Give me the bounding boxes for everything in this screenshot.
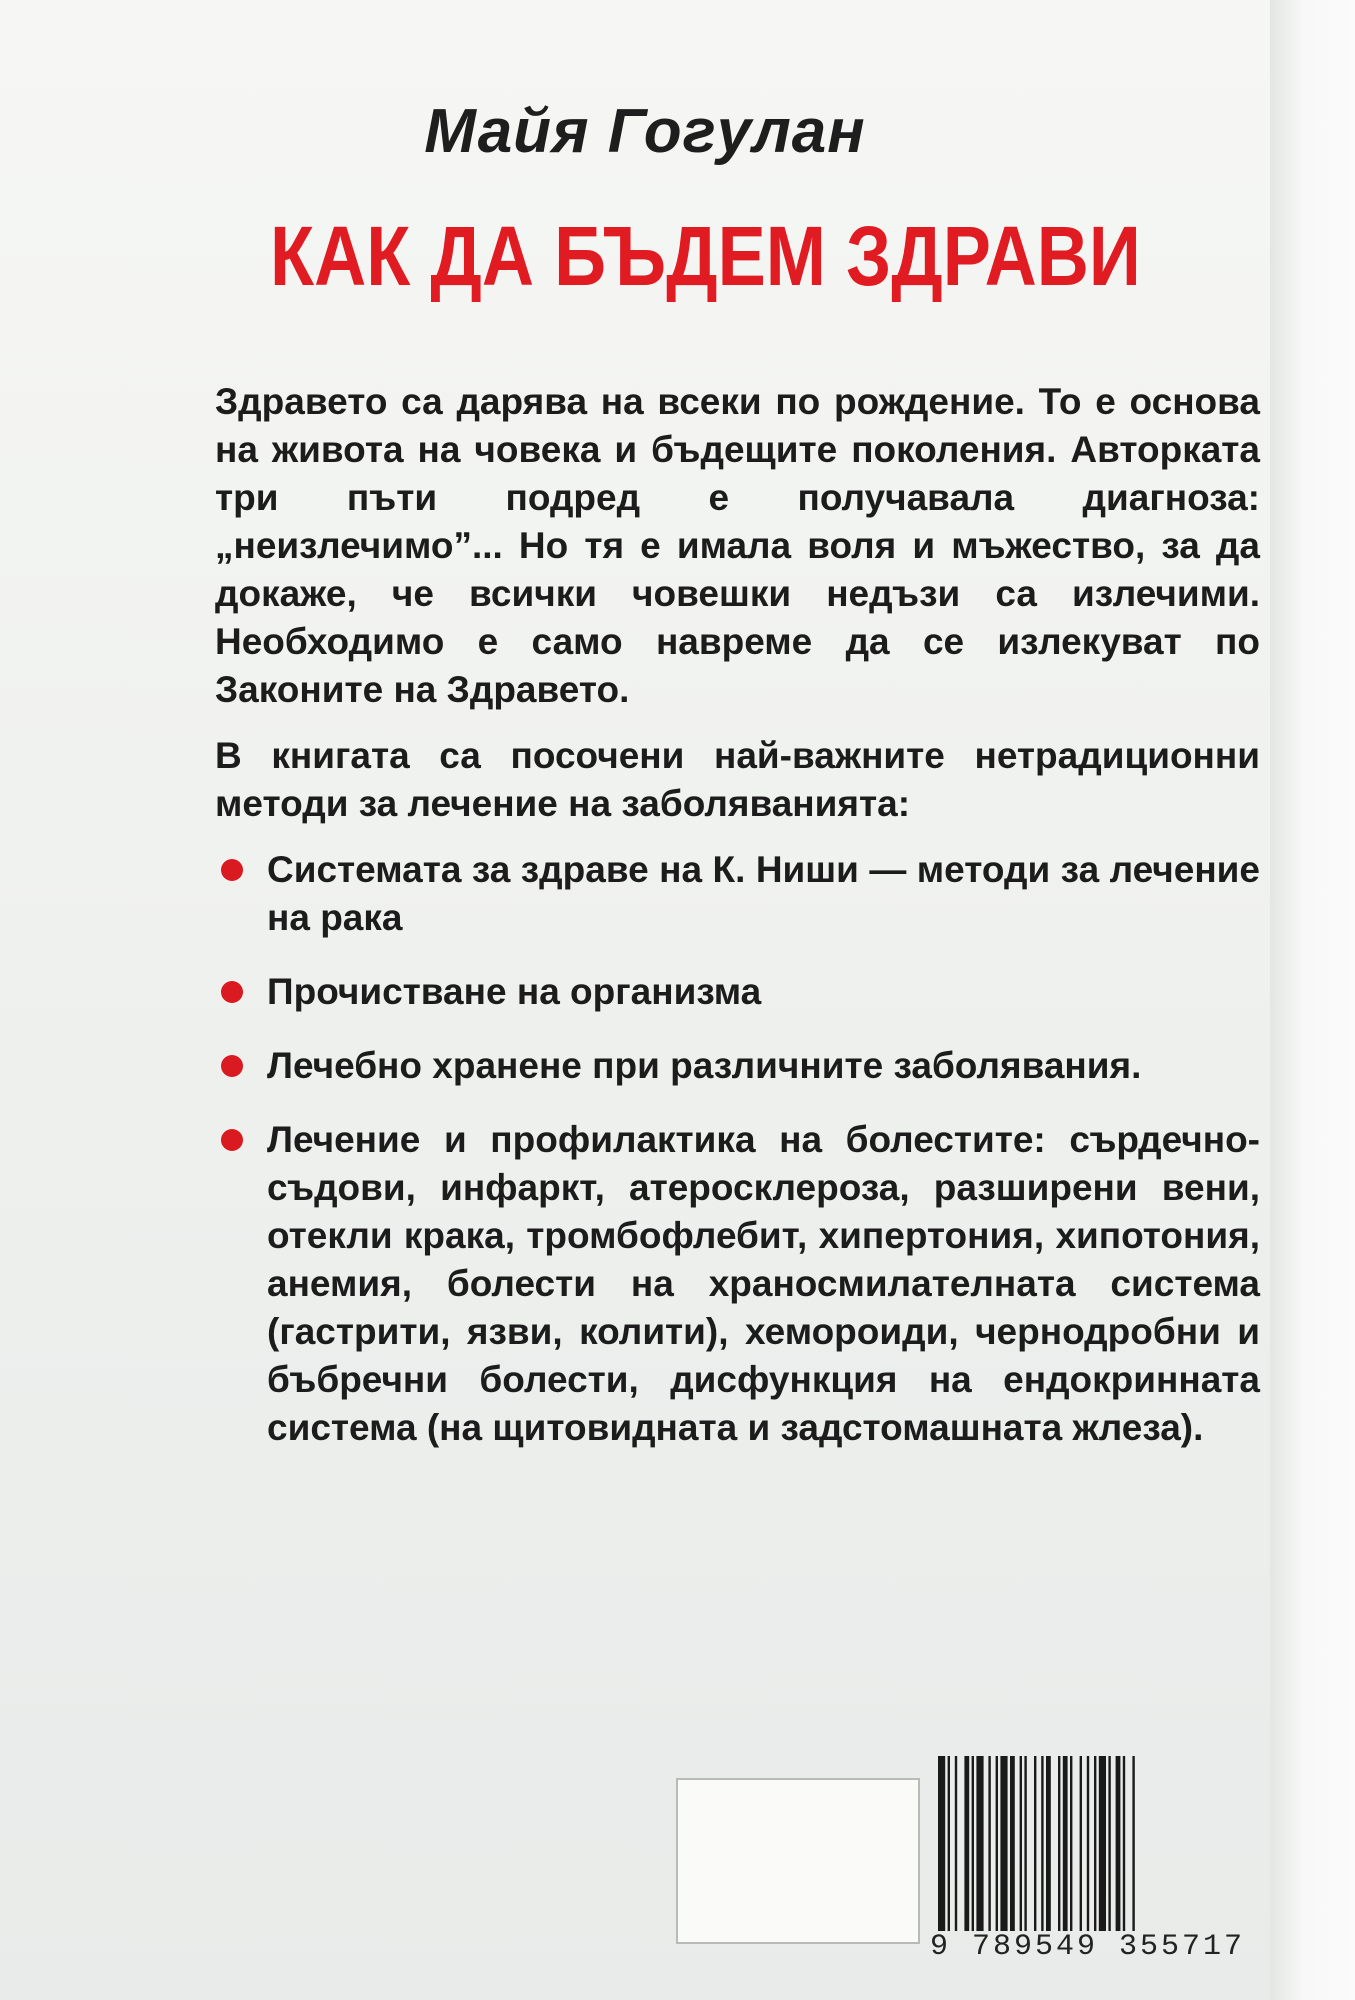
barcode-bar bbox=[1099, 1756, 1106, 1931]
bullet-icon bbox=[221, 859, 243, 881]
barcode-bar bbox=[1000, 1756, 1007, 1931]
bullet-icon bbox=[221, 981, 243, 1003]
isbn-number: 9 789549 355717 bbox=[930, 1930, 1246, 1964]
barcode-bar bbox=[972, 1756, 974, 1931]
blurb bbox=[215, 378, 1260, 1478]
list-item-text: Прочистване на организма bbox=[267, 971, 762, 1012]
list-item-text: Лечебно хранене при различните заболявания. bbox=[267, 1045, 1142, 1086]
barcode-bar bbox=[1046, 1756, 1051, 1931]
book-title: КАК ДА БЪДЕМ ЗДРАВИ bbox=[270, 209, 1141, 303]
barcode-bar bbox=[1020, 1756, 1022, 1931]
list-item bbox=[215, 846, 1260, 942]
barcode-bar bbox=[1034, 1756, 1036, 1931]
barcode-bar bbox=[976, 1756, 983, 1931]
barcode-bar bbox=[948, 1756, 950, 1931]
barcode-bar bbox=[1087, 1756, 1089, 1931]
barcode-bar bbox=[1116, 1756, 1121, 1931]
barcode-bar bbox=[964, 1756, 969, 1931]
list-item bbox=[215, 1116, 1260, 1452]
list-item-text: Лечение и профилактика на болестите: сърдечно-съдови, инфаркт, атеросклероза, разширени вени, отекли крака, тромбофлебит, хипертония, хипотония, анемия, болести на храносмилателната система (гастрити, язви, колити), хемороиди, чернодробни и бъбречни болести, дисфункция на ендокринната система (на щитовидната и задстомашната жлеза). bbox=[267, 1119, 1260, 1448]
barcode bbox=[934, 1756, 1264, 1931]
bullet-icon bbox=[221, 1129, 243, 1151]
barcode-bar bbox=[938, 1756, 945, 1931]
barcode-bar bbox=[1063, 1756, 1068, 1931]
price-sticker bbox=[676, 1778, 920, 1944]
barcode-bar bbox=[988, 1756, 990, 1931]
barcode-bar bbox=[996, 1756, 998, 1931]
author-name: Майя Гогулан bbox=[424, 97, 866, 166]
barcode-bar bbox=[1024, 1756, 1026, 1931]
barcode-bar bbox=[1108, 1756, 1110, 1931]
barcode-bar bbox=[1010, 1756, 1015, 1931]
list-item bbox=[215, 1042, 1260, 1090]
barcode-bar bbox=[955, 1756, 957, 1931]
barcode-bar bbox=[1094, 1756, 1096, 1931]
page-edge bbox=[1270, 0, 1355, 2000]
barcode-bar bbox=[1058, 1756, 1060, 1931]
barcode-bar bbox=[1080, 1756, 1082, 1931]
list-item-text: Системата за здраве на К. Ниши — методи за лечение на рака bbox=[267, 849, 1260, 938]
intro-paragraph: Здравето са дарява на всеки по рождение. То е основа на живота на човека и бъдещите поколения. Авторката три пъти подред е получавала диагноза: „неизлечимо”... Но тя е имала воля и мъжество, за да докаже, че всички човешки недъзи са излечими. Необходимо е само навреме да се излекуват по Законите на Здравето. bbox=[215, 381, 1260, 710]
method-list bbox=[215, 846, 1260, 1452]
lead-paragraph: В книгата са посочени най-важните нетрадиционни методи за лечение на заболяванията: bbox=[215, 735, 1260, 824]
barcode-bar bbox=[1132, 1756, 1134, 1931]
barcode-bar bbox=[1041, 1756, 1043, 1931]
bullet-icon bbox=[221, 1055, 243, 1077]
barcode-bar bbox=[1123, 1756, 1125, 1931]
list-item bbox=[215, 968, 1260, 1016]
barcode-bar bbox=[1070, 1756, 1072, 1931]
